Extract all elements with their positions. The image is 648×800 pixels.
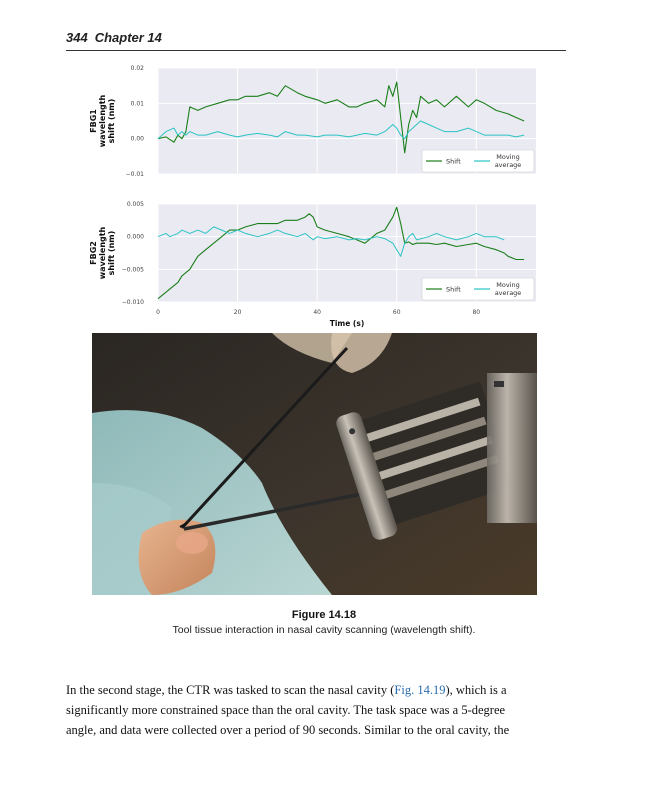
y-tick-label: 0.00	[130, 135, 144, 143]
chapter-title: Chapter 14	[94, 30, 162, 45]
surgical-photo	[92, 333, 537, 595]
legend	[422, 278, 534, 300]
x-tick-label: 40	[313, 309, 321, 316]
body-line-1-start: In the second stage, the CTR was tasked to scan the nasal cavity (	[66, 683, 395, 697]
y-tick-label: 0.01	[130, 100, 144, 108]
x-tick-label: 20	[233, 309, 242, 316]
y-tick-label: −0.01	[125, 171, 144, 178]
x-tick-label: 0	[156, 309, 160, 316]
y-tick-label: −0.010	[121, 299, 144, 306]
figure-caption: Tool tissue interaction in nasal cavity scanning (wavelength shift).	[172, 624, 476, 636]
x-axis-label: Time (s)	[329, 319, 365, 328]
body-paragraph	[66, 680, 566, 740]
figure-title: Figure 14.18	[291, 609, 357, 621]
body-line-2: significantly more constrained space than the oral cavity. The task space was a 5-degree	[66, 703, 506, 717]
body-line-1-end: ), which is a	[445, 683, 507, 697]
legend-label-moving-average: Moving	[496, 281, 520, 289]
header-rule	[66, 50, 566, 51]
y-tick-label: 0.000	[126, 233, 144, 241]
legend-label-shift: Shift	[446, 285, 461, 294]
page-number: 344	[66, 30, 88, 45]
fbg1-chart	[0, 60, 648, 180]
surgical-photo-image	[92, 333, 537, 595]
figure-reference-link[interactable]: Fig. 14.19	[394, 683, 446, 697]
body-line-3: angle, and data were collected over a period of 90 seconds. Similar to the oral cavity, the	[66, 723, 510, 737]
legend-label-moving-average: average	[494, 289, 522, 297]
chart-2-plot	[89, 201, 536, 328]
y-axis-label: shift (nm)	[107, 230, 116, 276]
fbg1-chart-svg	[0, 60, 648, 180]
y-axis-label: shift (nm)	[107, 98, 116, 144]
y-axis-label: FBG1	[89, 109, 98, 133]
y-axis-label: FBG2	[89, 241, 98, 265]
body-line-1	[66, 680, 566, 700]
x-tick-label: 80	[472, 309, 481, 316]
y-tick-label: −0.005	[121, 266, 144, 274]
legend-label-shift: Shift	[446, 157, 461, 166]
y-axis-label: wavelength	[98, 226, 107, 280]
y-tick-label: 0.005	[126, 201, 144, 208]
fbg2-chart-svg	[0, 196, 648, 330]
legend-label-moving-average: Moving	[496, 153, 520, 161]
fbg2-chart	[0, 196, 648, 330]
legend	[422, 150, 534, 172]
y-axis-label: wavelength	[98, 94, 107, 148]
y-tick-label: 0.02	[130, 65, 144, 72]
chart-1-plot	[89, 65, 536, 178]
legend-label-moving-average: average	[494, 161, 522, 169]
x-tick-label: 60	[392, 309, 401, 316]
running-head	[66, 30, 162, 45]
